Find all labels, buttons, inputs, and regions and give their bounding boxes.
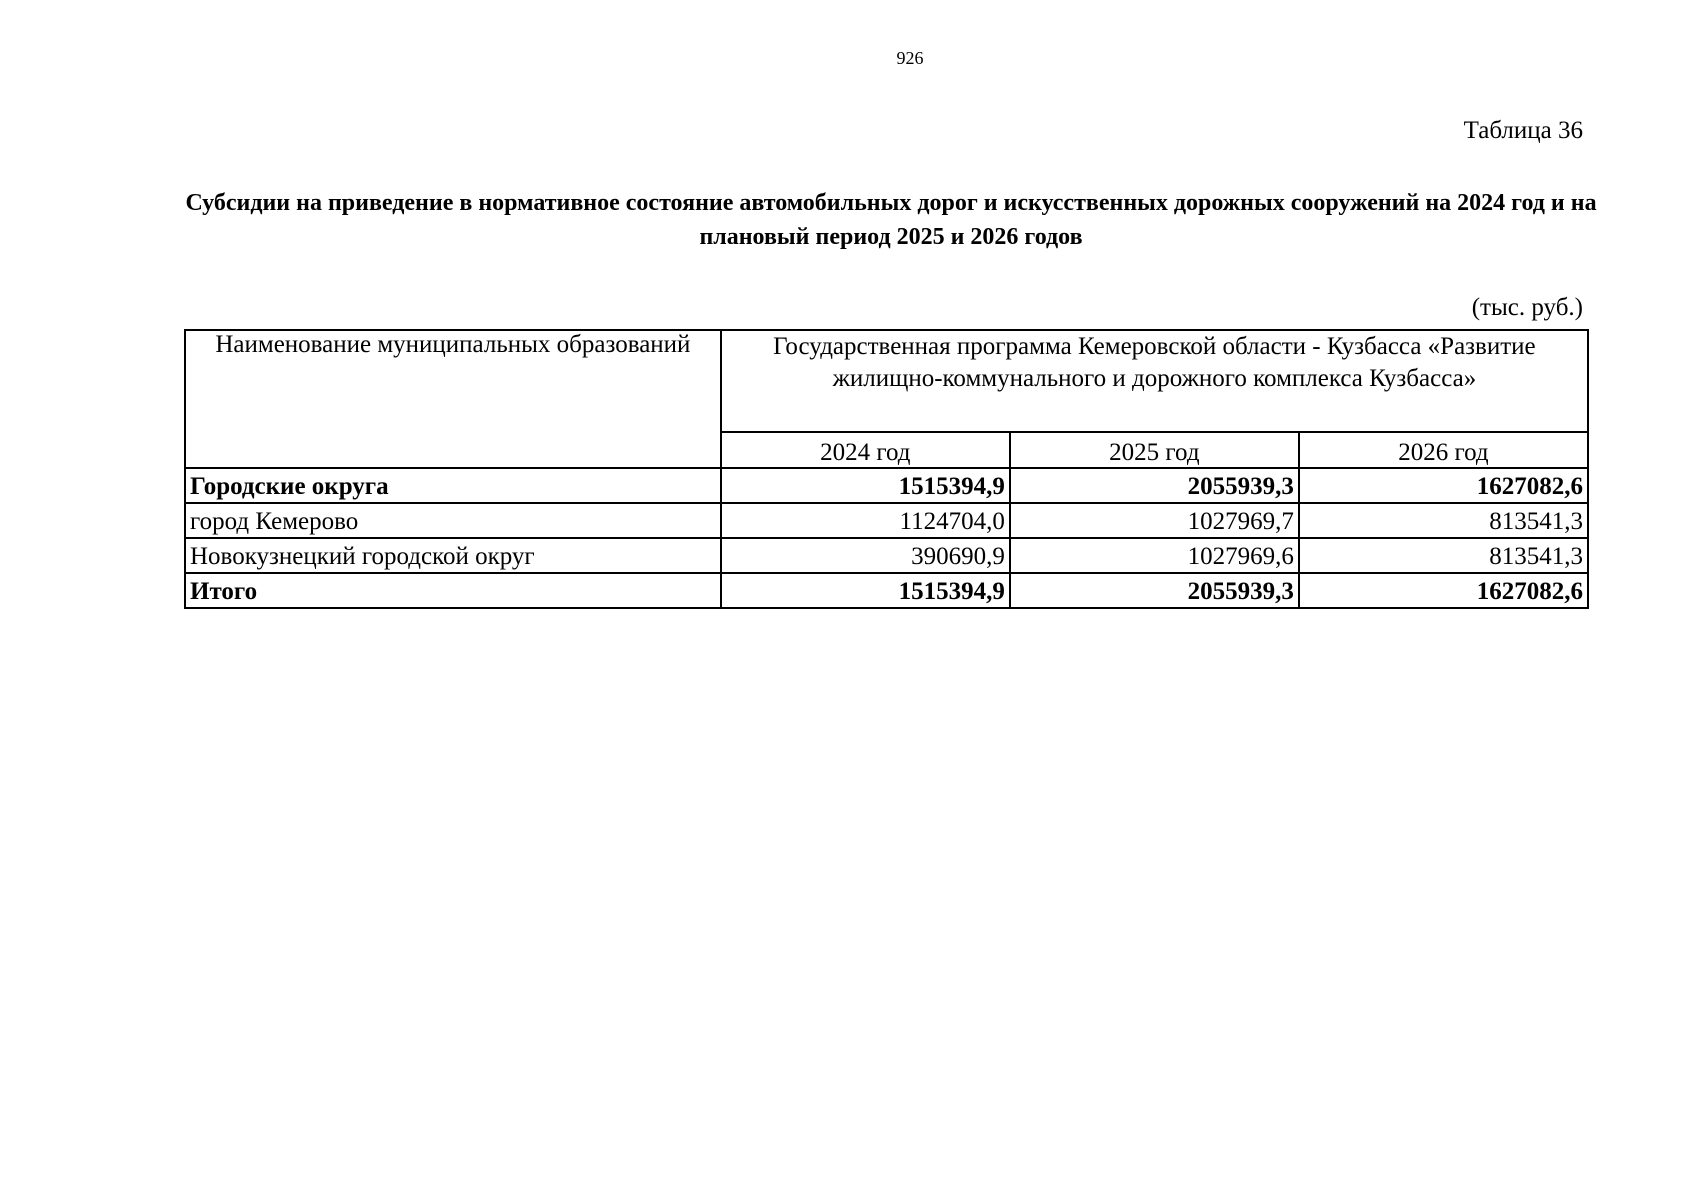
row-name: Городские округа [185,468,721,503]
value-2025: 1027969,7 [1010,503,1299,538]
row-name: Итого [185,573,721,608]
page-number: 926 [896,48,924,68]
value-2026: 1627082,6 [1299,573,1588,608]
document-title: Субсидии на приведение в нормативное состояние автомобильных дорог и искусственных дорожных сооружений на 2024 год и на плановый период 2025 и 2026 годов [185,190,1597,250]
value-2025: 2055939,3 [1010,468,1299,503]
subsidies-table [184,329,1589,609]
table-row [185,538,1588,573]
header-year-2024: 2024 год [721,432,1010,468]
table-total-row [185,573,1588,608]
value-2024: 390690,9 [721,538,1010,573]
table-header-row [185,330,1588,432]
units-label: (тыс. руб.) [1471,294,1583,321]
table-row [185,468,1588,503]
header-municipality-name: Наименование муниципальных образований [185,330,721,468]
row-name: Новокузнецкий городской округ [185,538,721,573]
value-2025: 1027969,6 [1010,538,1299,573]
value-2026: 813541,3 [1299,538,1588,573]
value-2026: 1627082,6 [1299,468,1588,503]
value-2025: 2055939,3 [1010,573,1299,608]
header-program: Государственная программа Кемеровской области - Кузбасса «Развитие жилищно-коммунального и дорожного комплекса Кузбасса» [721,330,1588,432]
row-name: город Кемерово [185,503,721,538]
header-year-2026: 2026 год [1299,432,1588,468]
value-2024: 1124704,0 [721,503,1010,538]
table-row [185,503,1588,538]
value-2026: 813541,3 [1299,503,1588,538]
value-2024: 1515394,9 [721,573,1010,608]
table-label: Таблица 36 [1463,117,1583,144]
header-year-2025: 2025 год [1010,432,1299,468]
value-2024: 1515394,9 [721,468,1010,503]
